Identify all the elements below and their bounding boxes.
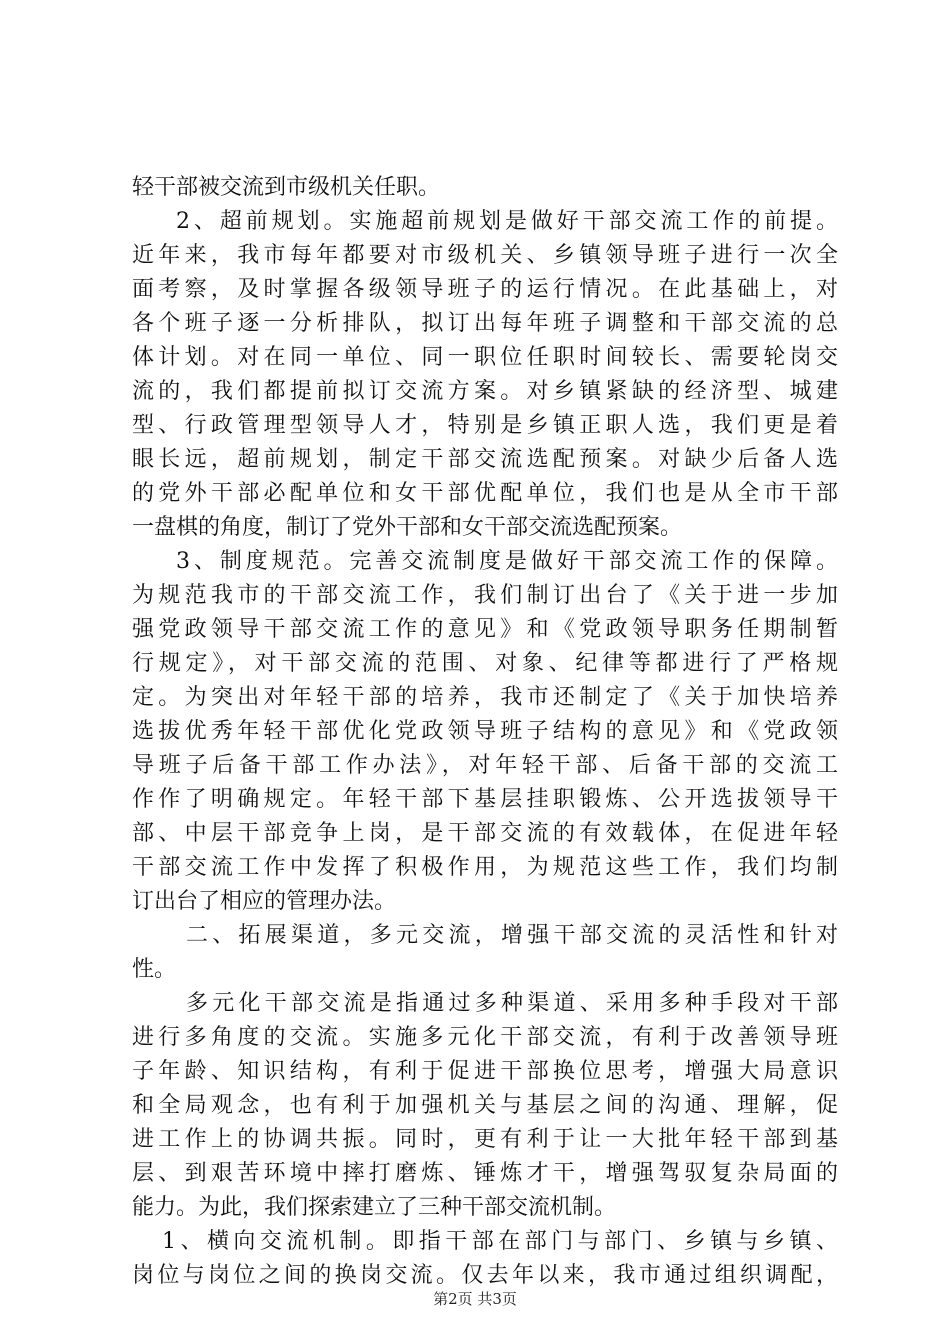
text-line: 部、中层干部竞争上岗，是干部交流的有效载体，在促进年轻 (132, 821, 838, 846)
section-heading-continued: 性。 (132, 957, 177, 982)
text-line: 体计划。对在同一单位、同一职位任职时间较长、需要轮岗交 (132, 345, 838, 370)
text-line: 干部交流工作中发挥了积极作用，为规范这些工作，我们均制 (132, 855, 838, 880)
text-line: 眼长远，超前规划，制定干部交流选配预案。对缺少后备人选 (132, 447, 838, 472)
text-line: 3、制度规范。完善交流制度是做好干部交流工作的保障。 (176, 549, 838, 574)
text-line: 轻干部被交流到市级机关任职。 (132, 175, 441, 200)
text-line: 能力。为此，我们探索建立了三种干部交流机制。 (132, 1195, 617, 1220)
text-line: 定。为突出对年轻干部的培养，我市还制定了《关于加快培养 (132, 685, 838, 710)
text-line: 行规定》，对干部交流的范围、对象、纪律等都进行了严格规 (132, 651, 838, 676)
text-line: 多元化干部交流是指通过多种渠道、采用多种手段对干部 (186, 991, 838, 1016)
text-line: 各个班子逐一分析排队，拟订出每年班子调整和干部交流的总 (132, 311, 838, 336)
text-line: 面考察，及时掌握各级领导班子的运行情况。在此基础上，对 (132, 277, 838, 302)
body-text (132, 171, 838, 1293)
text-line: 近年来，我市每年都要对市级机关、乡镇领导班子进行一次全 (132, 243, 838, 268)
text-line: 2、超前规划。实施超前规划是做好干部交流工作的前提。 (176, 209, 838, 234)
text-line: 子年龄、知识结构，有利于促进干部换位思考，增强大局意识 (132, 1059, 838, 1084)
text-line: 的党外干部必配单位和女干部优配单位，我们也是从全市干部 (132, 481, 838, 506)
text-line: 为规范我市的干部交流工作，我们制订出台了《关于进一步加 (132, 583, 838, 608)
text-line: 订出台了相应的管理办法。 (132, 889, 397, 914)
text-line: 进工作上的协调共振。同时，更有利于让一大批年轻干部到基 (132, 1127, 838, 1152)
text-line: 强党政领导干部交流工作的意见》和《党政领导职务任期制暂 (132, 617, 838, 642)
text-line: 导班子后备干部工作办法》，对年轻干部、后备干部的交流工 (132, 753, 838, 778)
text-line: 流的，我们都提前拟订交流方案。对乡镇紧缺的经济型、城建 (132, 379, 838, 404)
page-number-footer: 第2页 共3页 (433, 1290, 517, 1308)
text-line: 1、横向交流机制。即指干部在部门与部门、乡镇与乡镇、 (162, 1229, 838, 1254)
text-line: 岗位与岗位之间的换岗交流。仅去年以来，我市通过组织调配， (132, 1263, 838, 1288)
text-line: 型、行政管理型领导人才，特别是乡镇正职人选，我们更是着 (132, 413, 838, 438)
text-line: 一盘棋的角度，制订了党外干部和女干部交流选配预案。 (132, 515, 683, 540)
text-line: 层、到艰苦环境中摔打磨炼、锤炼才干，增强驾驭复杂局面的 (132, 1161, 838, 1186)
text-line: 进行多角度的交流。实施多元化干部交流，有利于改善领导班 (132, 1025, 838, 1050)
text-line: 选拔优秀年轻干部优化党政领导班子结构的意见》和《党政领 (132, 719, 838, 744)
section-heading: 二、拓展渠道，多元交流，增强干部交流的灵活性和针对 (186, 923, 838, 948)
text-line: 作作了明确规定。年轻干部下基层挂职锻炼、公开选拔领导干 (132, 787, 838, 812)
text-line: 和全局观念，也有利于加强机关与基层之间的沟通、理解，促 (132, 1093, 838, 1118)
